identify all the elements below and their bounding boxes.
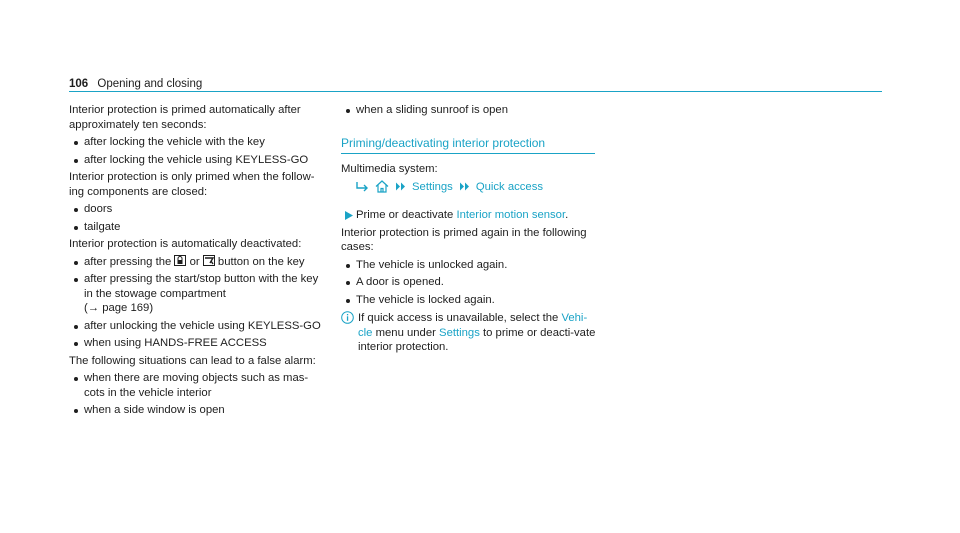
- info-note: [341, 311, 599, 355]
- false-alarm-list: [69, 371, 327, 418]
- multimedia-label: Multimedia system:: [341, 163, 438, 175]
- section-title: Priming/deactivating interior protection: [341, 136, 595, 155]
- page-reference: (→ page 169): [84, 302, 154, 314]
- list-item: The vehicle is locked again.: [341, 293, 599, 308]
- info-icon: [341, 311, 354, 324]
- list-item: after unlocking the vehicle using KEYLESS-GO: [69, 319, 327, 334]
- paragraph-priming: Interior protection is primed automatically after approximately ten seconds:: [69, 104, 301, 131]
- home-icon[interactable]: [375, 180, 389, 193]
- settings-menu-link[interactable]: Settings: [412, 180, 453, 193]
- list-item: [69, 272, 327, 316]
- interior-motion-sensor-option[interactable]: Interior motion sensor: [456, 209, 566, 221]
- step-arrow-icon: [345, 211, 353, 220]
- list-item: after locking the vehicle using KEYLESS-GO: [69, 153, 327, 168]
- enter-arrow-icon: [356, 182, 369, 192]
- paragraph-cases: Interior protection is primed again in the following cases:: [341, 226, 587, 253]
- false-alarm-list-continued: [341, 103, 599, 118]
- components-list: [69, 202, 327, 234]
- paragraph-deactivated: Interior protection is automatically deactivated:: [69, 238, 302, 250]
- text: or: [189, 255, 200, 268]
- quick-access-menu-link[interactable]: Quick access: [475, 180, 544, 193]
- list-item: when there are moving objects such as mas-cots in the vehicle interior: [69, 371, 327, 400]
- list-item: doors: [69, 202, 327, 217]
- lock-key-icon: [174, 255, 186, 266]
- text: If quick access is unavailable, select the: [358, 312, 559, 324]
- list-item: tailgate: [69, 220, 327, 235]
- text: button on the key: [217, 255, 305, 268]
- text: .: [565, 209, 569, 221]
- tailgate-key-icon: [203, 255, 215, 266]
- text: Prime or deactivate: [356, 209, 454, 221]
- list-item: when using HANDS-FREE ACCESS: [69, 336, 327, 351]
- list-item: [69, 255, 327, 270]
- deactivation-list: [69, 255, 327, 351]
- menu-path: [341, 180, 599, 195]
- paragraph-components: Interior protection is only primed when the follow-ing components are closed:: [69, 171, 315, 198]
- paragraph-false-alarm: The following situations can lead to a false alarm:: [69, 354, 316, 367]
- text: after pressing the: [84, 255, 172, 268]
- settings-link[interactable]: Settings: [439, 326, 480, 339]
- double-chevron-icon: [459, 182, 470, 191]
- header-rule: [69, 91, 882, 92]
- list-item: The vehicle is unlocked again.: [341, 258, 599, 273]
- page-header: [69, 77, 202, 92]
- section-heading: Opening and closing: [97, 78, 203, 90]
- list-item: when a sliding sunroof is open: [341, 103, 599, 118]
- text: after pressing the start/stop button with the key in the stowage compartment: [84, 273, 319, 300]
- right-column: [341, 103, 599, 355]
- list-item: after locking the vehicle with the key: [69, 135, 327, 150]
- text: menu under: [375, 326, 436, 339]
- list-item: when a side window is open: [69, 403, 327, 418]
- priming-list: [69, 135, 327, 167]
- double-chevron-icon: [395, 182, 406, 191]
- instruction-step: [341, 208, 599, 223]
- page-number: 106: [69, 78, 89, 90]
- left-column: [69, 103, 327, 421]
- cases-list: [341, 258, 599, 308]
- list-item: A door is opened.: [341, 275, 599, 290]
- vehicle-menu-link[interactable]: Vehi-cle: [358, 312, 588, 339]
- text: to prime or deacti-vate interior protection.: [358, 326, 596, 353]
